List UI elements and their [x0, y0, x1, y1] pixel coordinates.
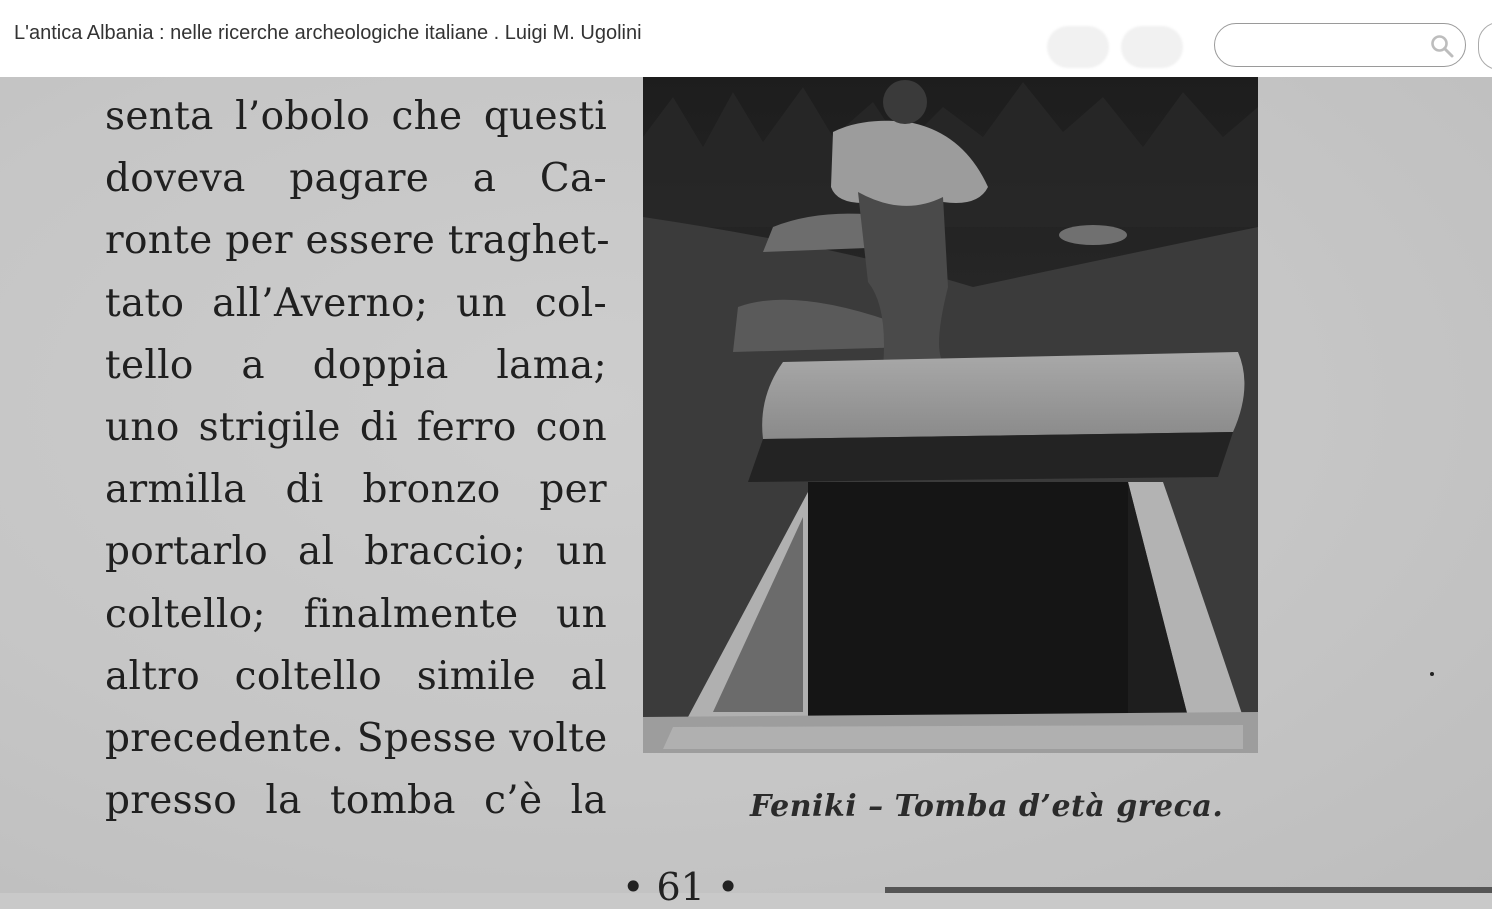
- text-line: ronte per essere traghet-: [105, 218, 610, 264]
- text-line: precedente. Spesse volte: [105, 715, 608, 761]
- menu-button[interactable]: [1478, 22, 1492, 70]
- text-line: altro coltello simile al: [105, 653, 607, 699]
- text-line: coltello; finalmente un: [105, 591, 607, 637]
- tomb-photograph: [643, 77, 1258, 753]
- text-line: presso la tomba c’è la: [105, 778, 607, 824]
- document-title: L'antica Albania : nelle ricerche archeologiche italiane . Luigi M. Ugolini: [14, 22, 642, 44]
- toolbar-button-2[interactable]: [1121, 26, 1183, 68]
- text-line: armilla di bronzo per: [105, 467, 607, 513]
- search-input[interactable]: [1231, 33, 1425, 59]
- photo-caption: Feniki – Tomba d’età greca.: [750, 789, 1224, 824]
- text-line: portarlo al braccio; un: [105, 529, 607, 575]
- search-box[interactable]: [1214, 23, 1466, 67]
- toolbar-button-1[interactable]: [1047, 26, 1109, 68]
- text-line: tato all’Averno; un col-: [105, 280, 607, 326]
- search-icon[interactable]: [1429, 33, 1455, 59]
- top-toolbar: [0, 0, 1492, 77]
- page-body-text: [105, 86, 610, 832]
- print-speck: [1430, 672, 1434, 676]
- text-line: doveva pagare a Ca-: [105, 156, 607, 202]
- page-number: • 61 •: [622, 865, 740, 909]
- text-line: senta l’obolo che questi: [105, 94, 607, 139]
- text-line: tello a doppia lama;: [105, 342, 607, 388]
- text-line: uno strigile di ferro con: [105, 404, 607, 450]
- book-page: [0, 77, 1492, 909]
- bottom-scrollbar[interactable]: [885, 887, 1492, 893]
